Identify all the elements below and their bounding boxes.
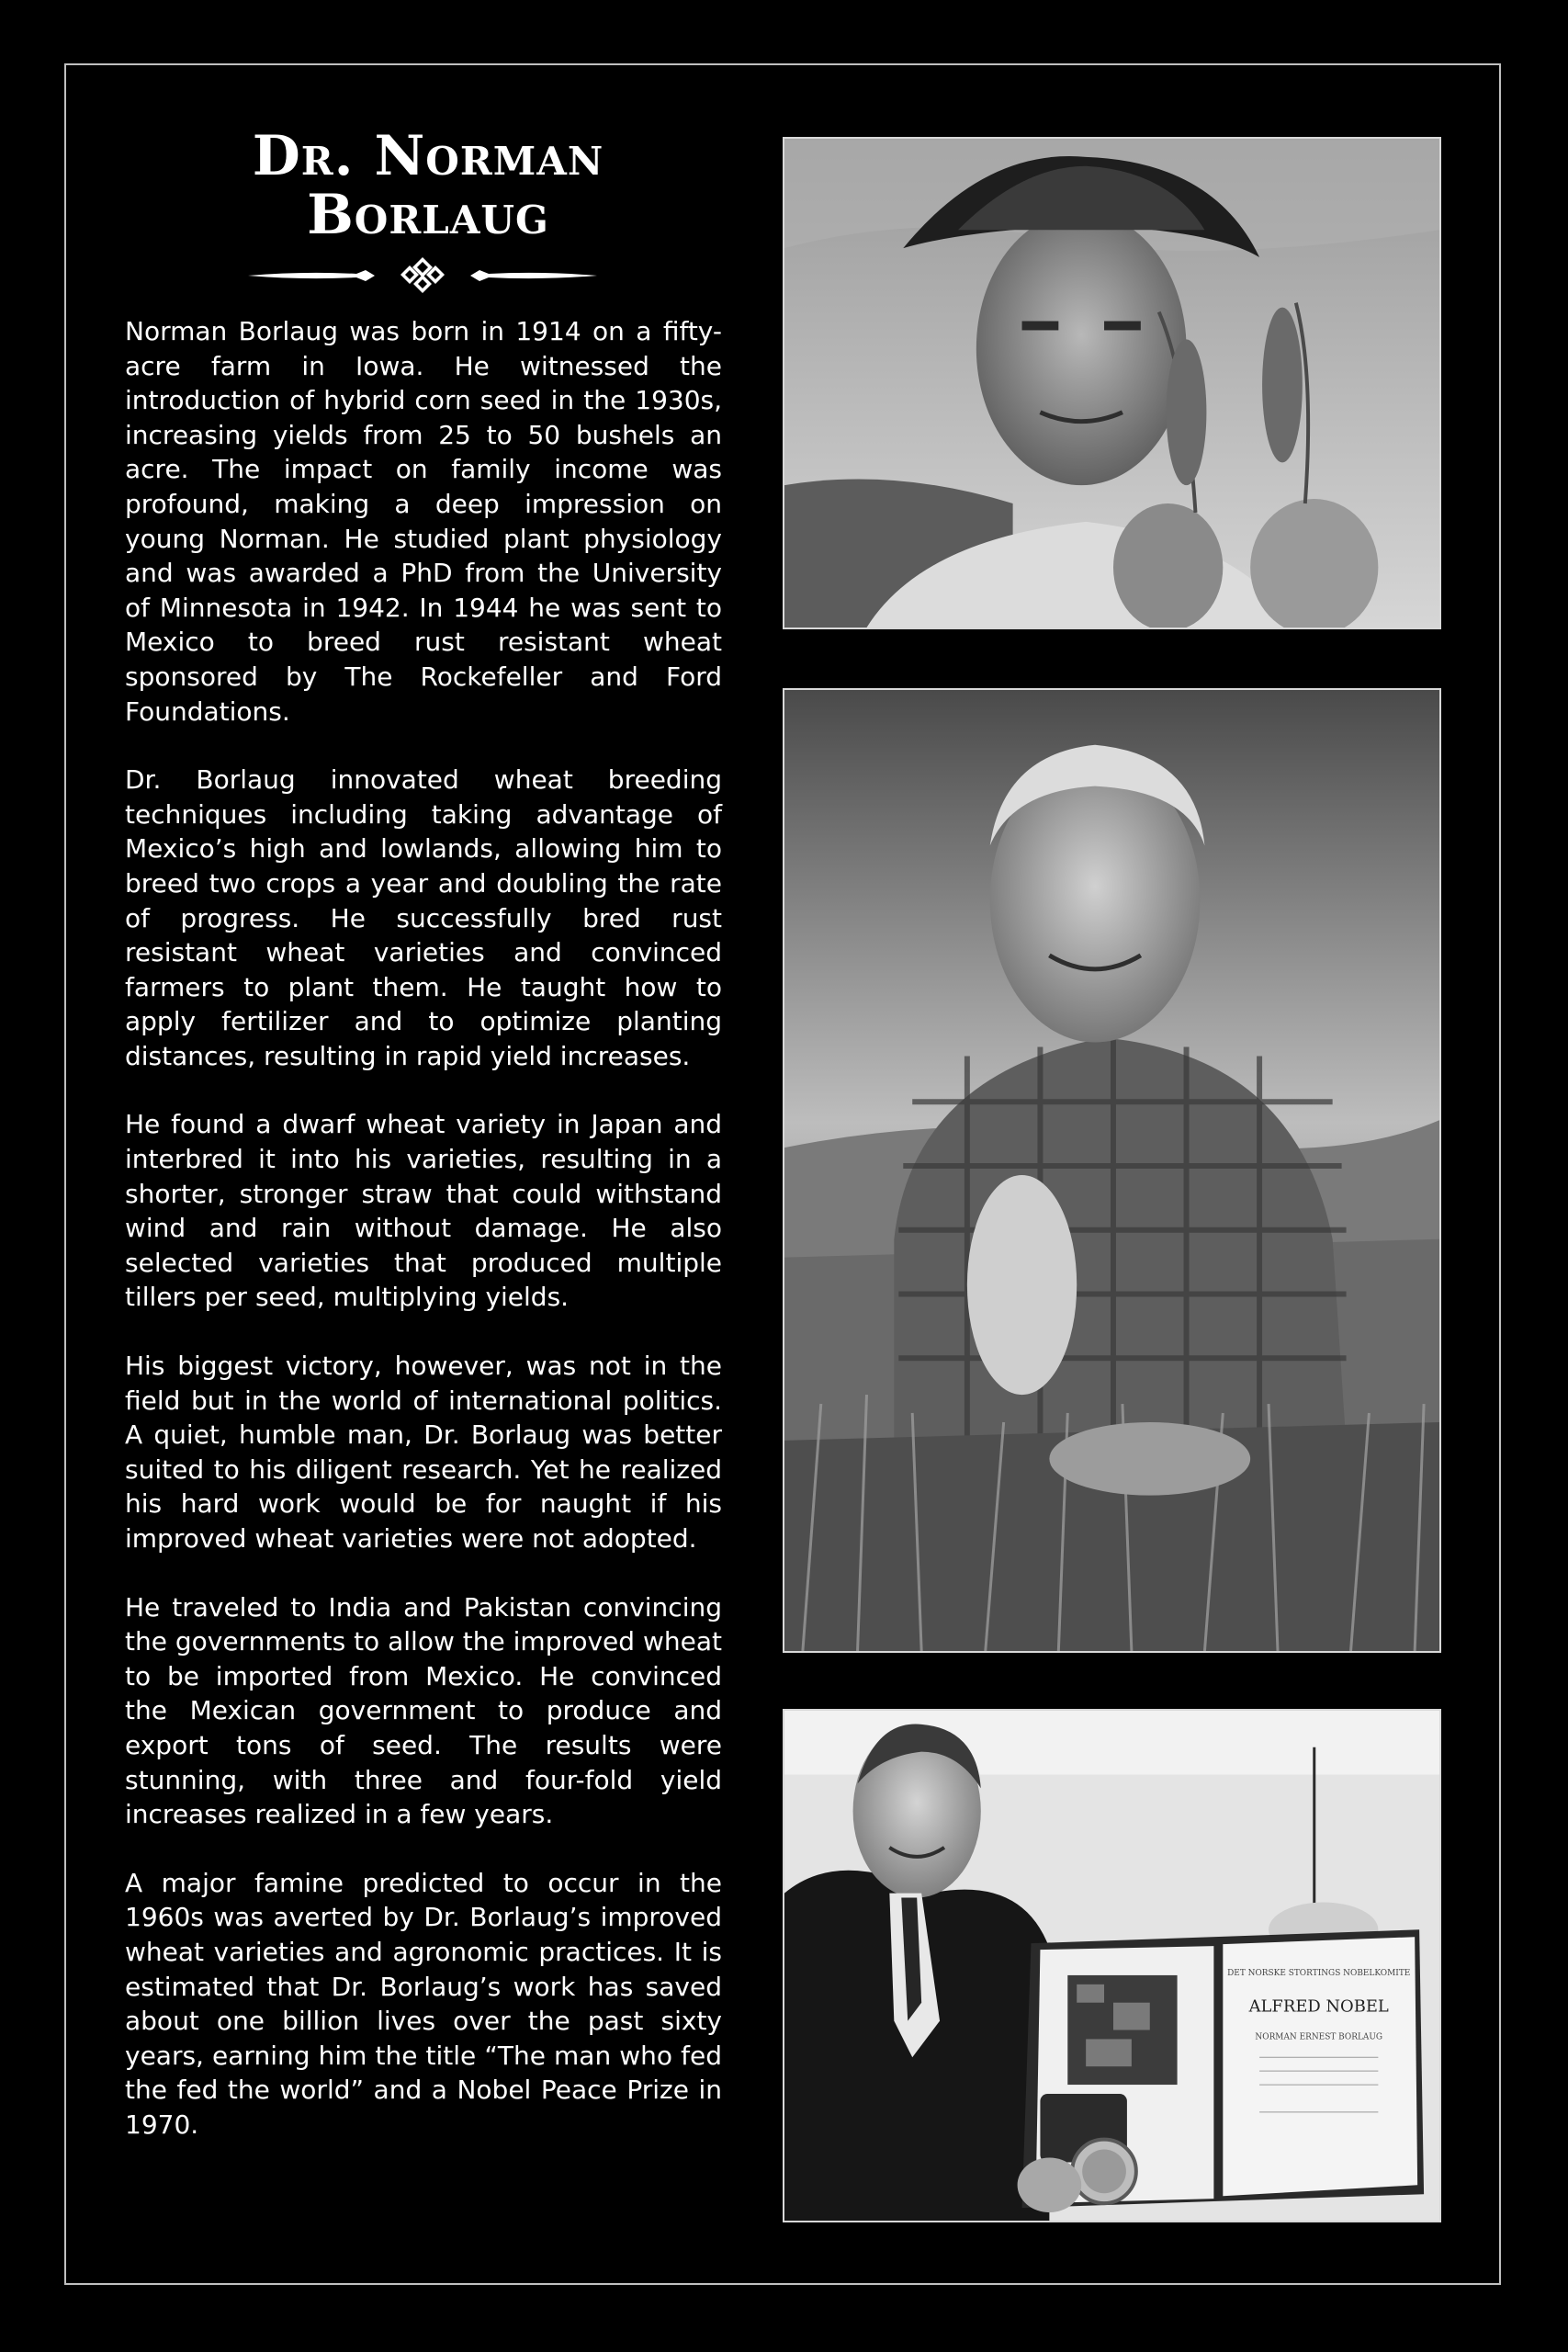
photo-borlaug-nobel-certificate <box>783 1709 1441 2222</box>
paragraph-famine-nobel: A major famine predicted to occur in the 1960s was averted by Dr. Borlaug’s improved wheat varieties and agronomic practices. It is estimated that Dr. Borlaug’s work has saved about one billion lives over the past sixty years, earning him the title “The man who fed the fed the world” and a Nobel Peace Prize in 1970. <box>125 1867 722 2140</box>
photo-borlaug-in-wheat-field <box>783 688 1441 1653</box>
certificate-name: ALFRED NOBEL <box>1248 1996 1389 2017</box>
biography-text <box>125 314 722 2177</box>
paragraph-dwarf-wheat: He found a dwarf wheat variety in Japan and interbred it into his varieties, resulting in a shorter, stronger straw that could withstand wind and rain without damage. He also selected varieties that produced multiple tillers per seed, multiplying yields. <box>125 1109 722 1313</box>
paragraph-breeding-techniques: Dr. Borlaug innovated wheat breeding techniques including taking advantage of Mexico’s high and lowlands, allowing him to breed two crops a year and doubling the rate of progress. He successfully bred rust resistant wheat varieties and convinced farmers to plant them. He taught how to apply fertilizer and to optimize planting distances, resulting in rapid yield increases. <box>125 764 722 1071</box>
flourish-divider-icon <box>248 253 597 299</box>
certificate-header: DET NORSKE STORTINGS NOBELKOMITE <box>1227 1968 1411 1978</box>
photo-borlaug-holding-wheat <box>783 137 1441 629</box>
paragraph-early-life: Norman Borlaug was born in 1914 on a fifty-acre farm in Iowa. He witnessed the introduction of hybrid corn seed in the 1930s, increasing yields from 25 to 50 bushels an acre. The impact on family income was profound, making a deep impression on young Norman. He studied plant physiology and was awarded a PhD from the University of Minnesota in 1942. In 1944 he was sent to Mexico to breed rust resistant wheat sponsored by The Rockefeller and Ford Foundations. <box>125 316 722 727</box>
paragraph-politics: His biggest victory, however, was not in the field but in the world of international politics. A quiet, humble man, Dr. Borlaug was better suited to his diligent research. Yet he realized his hard work would be for naught if his improved wheat varieties were not adopted. <box>125 1351 722 1554</box>
paragraph-india-pakistan: He traveled to India and Pakistan convincing the governments to allow the improved wheat to be imported from Mexico. He convinced the Mexican government to produce and export tons of seed. The results were stunning, with three and four-fold yield increases realized in a few years. <box>125 1591 722 1830</box>
certificate-recipient: NORMAN ERNEST BORLAUG <box>1255 2032 1383 2042</box>
page-title: Dr. Norman Borlaug <box>252 124 604 247</box>
